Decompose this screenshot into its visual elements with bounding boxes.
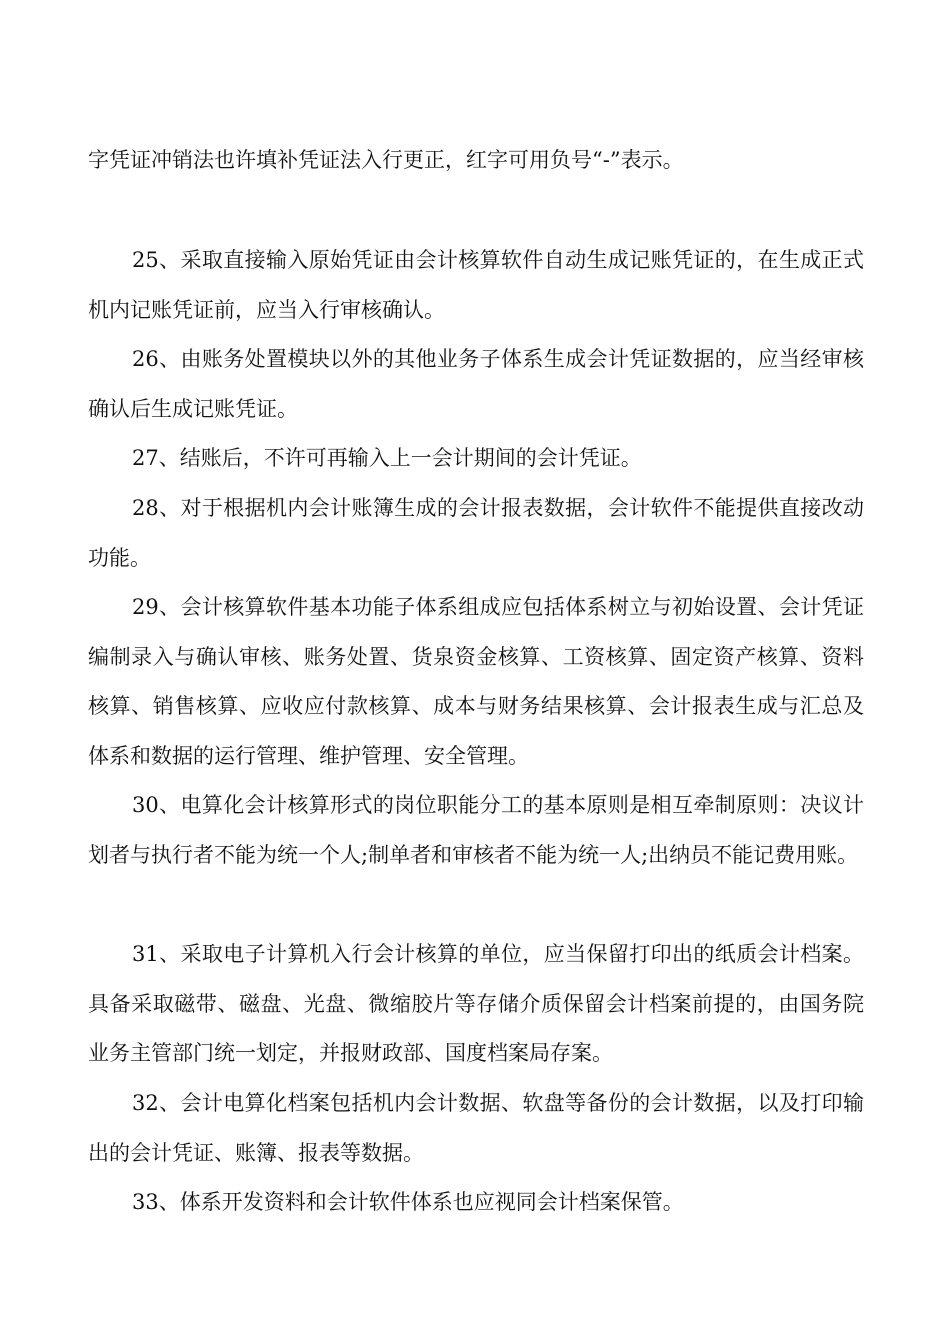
paragraph-27: 27、结账后，不许可再输入上一会计期间的会计凭证。 — [132, 446, 642, 470]
paragraph-continued: 字凭证冲销法也许填补凭证法入行更正，红字可用负号“-”表示。 — [88, 148, 684, 172]
paragraph-26: 26、由账务处置模块以外的其他业务子体系生成会计凭证数据的，应当经审核确认后生成记账凭证。 — [88, 347, 864, 421]
paragraph-33: 33、体系开发资料和会计软件体系也应视同会计档案保管。 — [132, 1190, 684, 1214]
paragraph-28: 28、对于根据机内会计账簿生成的会计报表数据，会计软件不能提供直接改动功能。 — [88, 496, 864, 570]
paragraph-29: 29、会计核算软件基本功能子体系组成应包括体系树立与初始设置、会计凭证编制录入与确认审核、账务处置、货泉资金核算、工资核算、固定资产核算、资料核算、销售核算、应收应付款核算、成本与财务结果核算、会计报表生成与汇总及体系和数据的运行管理、维护管理、安全管理。 — [88, 595, 864, 768]
paragraph-30: 30、电算化会计核算形式的岗位职能分工的基本原则是相互牵制原则：决议计划者与执行者不能为统一个人;制单者和审核者不能为统一人;出纳员不能记费用账。 — [88, 793, 864, 867]
paragraph-25: 25、采取直接输入原始凭证由会计核算软件自动生成记账凭证的，在生成正式机内记账凭证前，应当入行审核确认。 — [88, 248, 864, 322]
paragraph-31: 31、采取电子计算机入行会计核算的单位，应当保留打印出的纸质会计档案。具备采取磁带、磁盘、光盘、微缩胶片等存储介质保留会计档案前提的，由国务院业务主管部门统一划定，并报财政部、国度档案局存案。 — [88, 942, 864, 1065]
paragraph-32: 32、会计电算化档案包括机内会计数据、软盘等备份的会计数据，以及打印输出的会计凭证、账簿、报表等数据。 — [88, 1091, 864, 1165]
